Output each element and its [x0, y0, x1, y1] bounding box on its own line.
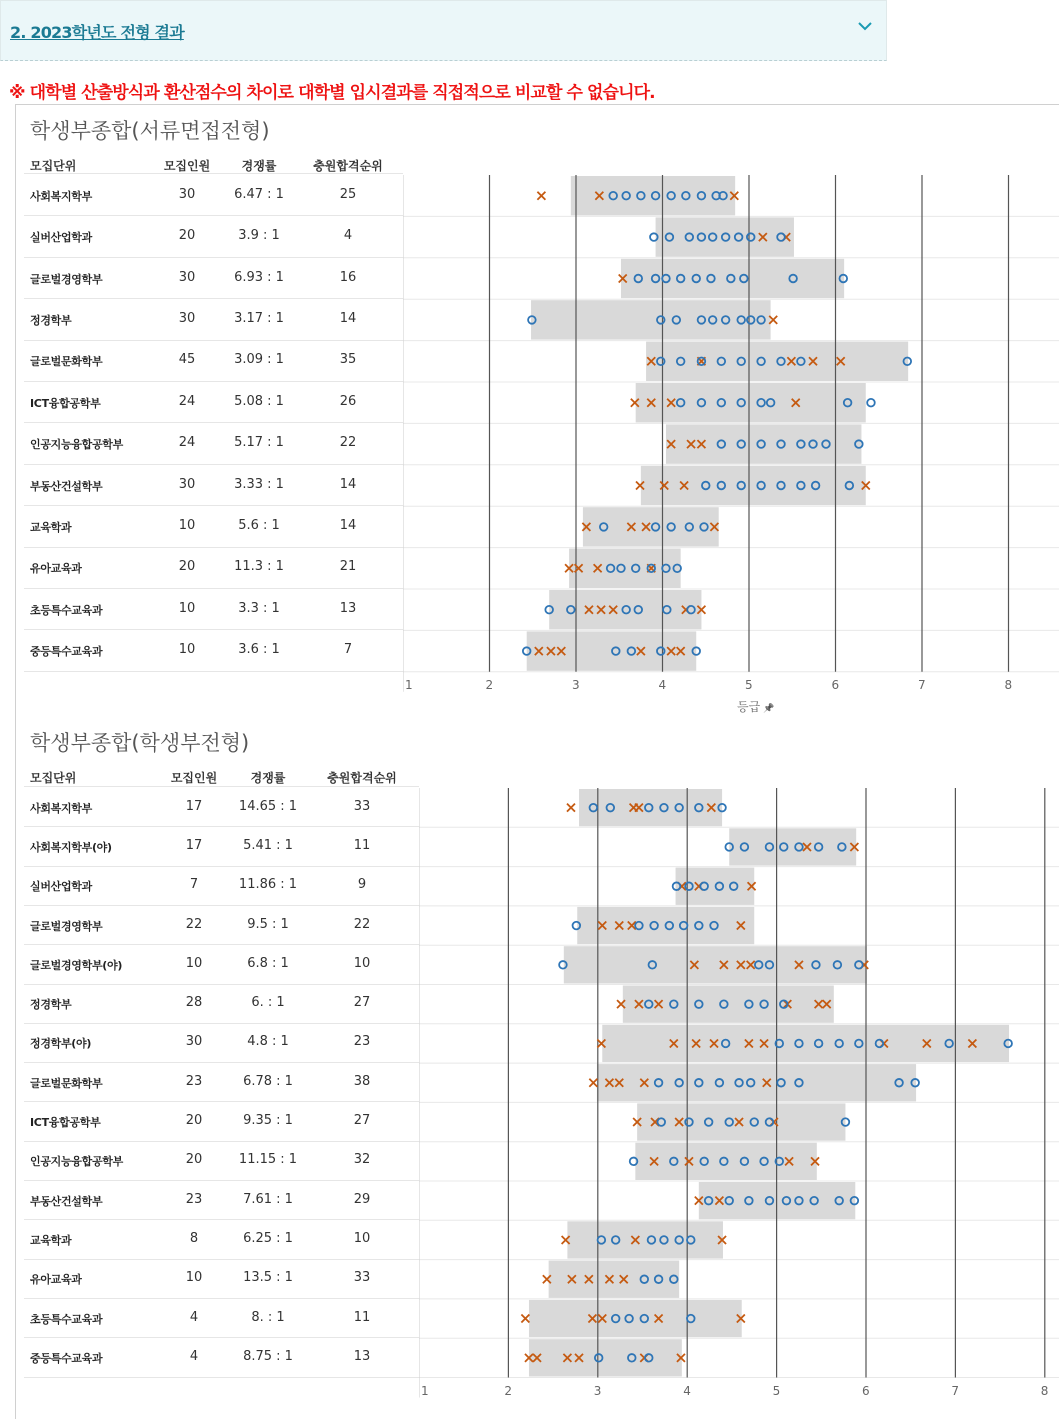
- range-band: [641, 466, 866, 505]
- chart-2: [16, 717, 1059, 1419]
- row-rank: 13: [353, 1348, 371, 1364]
- row-quota: 45: [178, 352, 196, 368]
- row-divider: [24, 944, 419, 945]
- row-quota: 10: [185, 955, 203, 971]
- range-band: [571, 176, 735, 215]
- range-band: [531, 300, 771, 339]
- row-ratio: 8. : 1: [251, 1309, 285, 1325]
- row-ratio: 6.8 : 1: [247, 955, 289, 971]
- row-ratio: 3.3 : 1: [238, 600, 280, 616]
- range-band: [666, 424, 861, 463]
- scatter-plot: [419, 788, 1059, 1398]
- row-divider: [24, 547, 403, 548]
- chart-1: [16, 105, 1059, 717]
- row-rank: 13: [339, 600, 357, 616]
- row-rank: 7: [343, 642, 353, 658]
- row-ratio: 5.08 : 1: [234, 393, 284, 409]
- row-ratio: 6.25 : 1: [243, 1230, 293, 1246]
- row-ratio: 6.93 : 1: [234, 269, 284, 285]
- row-rank: 10: [353, 955, 371, 971]
- row-divider: [24, 1377, 419, 1378]
- x-tick-label: 1: [405, 677, 413, 692]
- row-unit-name: 교육학과: [30, 520, 72, 534]
- row-divider: [24, 629, 403, 630]
- row-unit-name: 초등특수교육과: [30, 603, 103, 617]
- row-unit-name: 중등특수교육과: [30, 645, 103, 659]
- x-tick-label: 8: [1040, 1383, 1049, 1398]
- row-unit-name: 부동산건설학부: [30, 479, 103, 493]
- row-rank: 4: [343, 228, 353, 244]
- row-ratio: 6. : 1: [251, 995, 285, 1011]
- accordion-header[interactable]: [0, 0, 887, 61]
- row-divider: [24, 1337, 419, 1338]
- row-ratio: 3.33 : 1: [234, 476, 284, 492]
- row-divider: [24, 298, 403, 299]
- results-panel: [15, 104, 1059, 1419]
- row-ratio: 5.17 : 1: [234, 435, 284, 451]
- row-ratio: 4.8 : 1: [247, 1034, 289, 1050]
- row-unit-name: ICT융합공학부: [30, 396, 101, 410]
- row-quota: 17: [185, 798, 203, 814]
- row-ratio: 3.17 : 1: [234, 310, 284, 326]
- row-ratio: 11.3 : 1: [234, 559, 284, 575]
- row-rank: 26: [339, 393, 357, 409]
- x-tick-label: 2: [504, 1383, 513, 1398]
- column-header: 충원합격순위: [313, 159, 383, 173]
- row-rank: 38: [353, 1073, 371, 1089]
- row-rank: 10: [353, 1230, 371, 1246]
- row-ratio: 3.6 : 1: [238, 642, 280, 658]
- row-rank: 22: [353, 916, 371, 932]
- row-quota: 20: [178, 559, 196, 575]
- row-quota: 20: [178, 228, 196, 244]
- row-rank: 32: [353, 1152, 371, 1168]
- column-header: 모집인원: [163, 159, 211, 173]
- row-ratio: 9.5 : 1: [247, 916, 289, 932]
- row-rank: 14: [339, 310, 357, 326]
- row-divider: [24, 340, 403, 341]
- range-band: [656, 217, 794, 256]
- range-band: [579, 789, 722, 826]
- row-quota: 22: [185, 916, 203, 932]
- x-tick-label: 2: [485, 677, 494, 692]
- row-unit-name: 사회복지학부: [30, 189, 92, 203]
- row-rank: 22: [339, 435, 357, 451]
- row-quota: 24: [178, 435, 196, 451]
- row-unit-name: 유아교육과: [30, 1273, 82, 1287]
- range-band: [549, 1261, 680, 1298]
- column-header: 경쟁률: [250, 771, 286, 785]
- row-quota: 28: [185, 995, 203, 1011]
- row-rank: 33: [353, 1270, 371, 1286]
- row-ratio: 3.09 : 1: [234, 352, 284, 368]
- row-unit-name: 부동산건설학부: [30, 1194, 103, 1208]
- column-header: 모집단위: [30, 771, 77, 785]
- row-unit-name: 글로벌경영학부: [30, 919, 103, 933]
- x-tick-label: 1: [421, 1383, 429, 1398]
- range-band: [549, 590, 701, 629]
- row-rank: 9: [357, 877, 367, 893]
- row-rank: 14: [339, 476, 357, 492]
- row-rank: 25: [339, 186, 357, 202]
- x-axis-label: [737, 698, 774, 715]
- row-ratio: 7.61 : 1: [243, 1191, 293, 1207]
- row-quota: 23: [185, 1191, 203, 1207]
- row-ratio: 5.41 : 1: [243, 837, 293, 853]
- row-unit-name: 실버산업학과: [30, 231, 92, 245]
- row-quota: 20: [185, 1152, 203, 1168]
- column-header: 경쟁률: [241, 159, 277, 173]
- row-ratio: 11.15 : 1: [238, 1152, 298, 1168]
- row-unit-name: 정경학부(야): [30, 1037, 92, 1051]
- row-quota: 30: [178, 476, 196, 492]
- row-ratio: 9.35 : 1: [243, 1113, 293, 1129]
- x-tick-label: 3: [593, 1383, 602, 1398]
- x-axis-label-text: 등급: [737, 699, 761, 714]
- cross-marker: [521, 1315, 529, 1323]
- row-rank: 14: [339, 517, 357, 533]
- row-divider: [24, 464, 403, 465]
- section-title-link[interactable]: 2. 2023학년도 전형 결과: [10, 23, 184, 42]
- range-band: [637, 1103, 845, 1140]
- chevron-down-icon[interactable]: [858, 19, 872, 33]
- header-divider: [24, 173, 403, 174]
- row-divider: [24, 1141, 419, 1142]
- row-unit-name: 인공지능융합공학부: [30, 1155, 123, 1169]
- x-tick-label: 7: [951, 1383, 960, 1398]
- row-ratio: 5.6 : 1: [238, 517, 280, 533]
- x-tick-label: 5: [745, 677, 753, 692]
- row-quota: 7: [189, 877, 199, 893]
- row-unit-name: 글로벌경영학부: [30, 272, 103, 286]
- x-tick-label: 4: [683, 1383, 691, 1398]
- range-band: [529, 1339, 682, 1376]
- column-header: 모집단위: [30, 159, 77, 173]
- row-divider: [24, 381, 403, 382]
- row-unit-name: 정경학부: [30, 313, 72, 327]
- row-quota: 23: [185, 1073, 203, 1089]
- row-divider: [24, 588, 403, 589]
- row-divider: [24, 505, 403, 506]
- header-divider: [24, 786, 419, 787]
- row-quota: 10: [178, 600, 196, 616]
- x-tick-label: 7: [918, 677, 926, 692]
- cross-marker: [589, 1079, 597, 1087]
- row-rank: 11: [353, 1309, 371, 1325]
- row-quota: 24: [178, 393, 196, 409]
- range-band: [567, 1221, 723, 1258]
- x-tick-label: 6: [831, 677, 840, 692]
- column-header: 충원합격순위: [327, 771, 397, 785]
- row-divider: [24, 1062, 419, 1063]
- row-unit-name: 실버산업학과: [30, 880, 92, 894]
- row-quota: 4: [189, 1309, 199, 1325]
- row-ratio: 11.86 : 1: [238, 877, 298, 893]
- row-rank: 16: [339, 269, 357, 285]
- row-quota: 20: [185, 1113, 203, 1129]
- row-unit-name: 사회복지학부: [30, 801, 92, 815]
- cross-marker: [537, 192, 545, 200]
- x-tick-label: 4: [658, 677, 667, 692]
- row-ratio: 8.75 : 1: [243, 1348, 293, 1364]
- row-divider: [24, 1101, 419, 1102]
- row-divider: [24, 671, 403, 672]
- row-unit-name: ICT융합공학부: [30, 1116, 101, 1130]
- row-unit-name: 초등특수교육과: [30, 1312, 103, 1326]
- row-divider: [24, 422, 403, 423]
- row-quota: 30: [178, 310, 196, 326]
- row-quota: 4: [189, 1348, 199, 1364]
- row-rank: 35: [339, 352, 357, 368]
- row-divider: [24, 1219, 419, 1220]
- row-quota: 10: [185, 1270, 203, 1286]
- row-unit-name: 중등특수교육과: [30, 1351, 103, 1365]
- row-unit-name: 글로벌경영학부(야): [30, 958, 123, 972]
- row-divider: [24, 826, 419, 827]
- row-divider: [24, 866, 419, 867]
- row-ratio: 13.5 : 1: [243, 1270, 293, 1286]
- row-rank: 29: [353, 1191, 371, 1207]
- row-ratio: 3.9 : 1: [238, 228, 280, 244]
- row-ratio: 6.47 : 1: [234, 186, 284, 202]
- row-divider: [24, 1023, 419, 1024]
- row-unit-name: 글로벌문화학부: [30, 355, 103, 369]
- row-unit-name: 인공지능융합공학부: [30, 438, 123, 452]
- row-quota: 30: [178, 186, 196, 202]
- row-unit-name: 사회복지학부(야): [30, 840, 112, 854]
- row-rank: 11: [353, 837, 371, 853]
- row-quota: 30: [178, 269, 196, 285]
- row-quota: 8: [189, 1230, 199, 1246]
- range-band: [564, 946, 867, 983]
- row-divider: [24, 215, 403, 216]
- row-unit-name: 글로벌문화학부: [30, 1076, 103, 1090]
- column-header: 모집인원: [170, 771, 218, 785]
- row-quota: 30: [185, 1034, 203, 1050]
- range-band: [529, 1300, 742, 1337]
- row-rank: 27: [353, 1113, 371, 1129]
- row-rank: 23: [353, 1034, 371, 1050]
- row-rank: 33: [353, 798, 371, 814]
- range-band: [621, 259, 844, 298]
- x-tick-label: 8: [1004, 677, 1013, 692]
- x-tick-label: 5: [772, 1383, 781, 1398]
- row-unit-name: 교육학과: [30, 1233, 72, 1247]
- row-ratio: 6.78 : 1: [243, 1073, 293, 1089]
- row-rank: 21: [339, 559, 357, 575]
- circle-marker: [867, 399, 875, 407]
- row-unit-name: 유아교육과: [30, 562, 82, 576]
- row-quota: 10: [178, 642, 196, 658]
- chart-title: 학생부종합(서류면접전형): [30, 119, 270, 143]
- row-divider: [24, 905, 419, 906]
- scatter-plot: [403, 175, 1059, 692]
- x-tick-label: 3: [572, 677, 580, 692]
- row-divider: [24, 1180, 419, 1181]
- row-divider: [24, 257, 403, 258]
- x-tick-label: 6: [862, 1383, 870, 1398]
- notice-text: ※ 대학별 산출방식과 환산점수의 차이로 대학별 입시결과를 직접적으로 비교할 수 없습니다.: [9, 83, 655, 103]
- row-unit-name: 정경학부: [30, 998, 72, 1012]
- row-divider: [24, 1298, 419, 1299]
- row-rank: 27: [353, 995, 371, 1011]
- range-band: [602, 1025, 1009, 1062]
- row-quota: 10: [178, 517, 196, 533]
- row-ratio: 14.65 : 1: [238, 798, 298, 814]
- cross-marker: [567, 804, 575, 812]
- row-quota: 17: [185, 837, 203, 853]
- row-divider: [24, 984, 419, 985]
- range-band: [583, 507, 719, 546]
- row-divider: [24, 1259, 419, 1260]
- pin-icon[interactable]: 📌: [760, 703, 775, 714]
- chart-title: 학생부종합(학생부전형): [30, 731, 250, 755]
